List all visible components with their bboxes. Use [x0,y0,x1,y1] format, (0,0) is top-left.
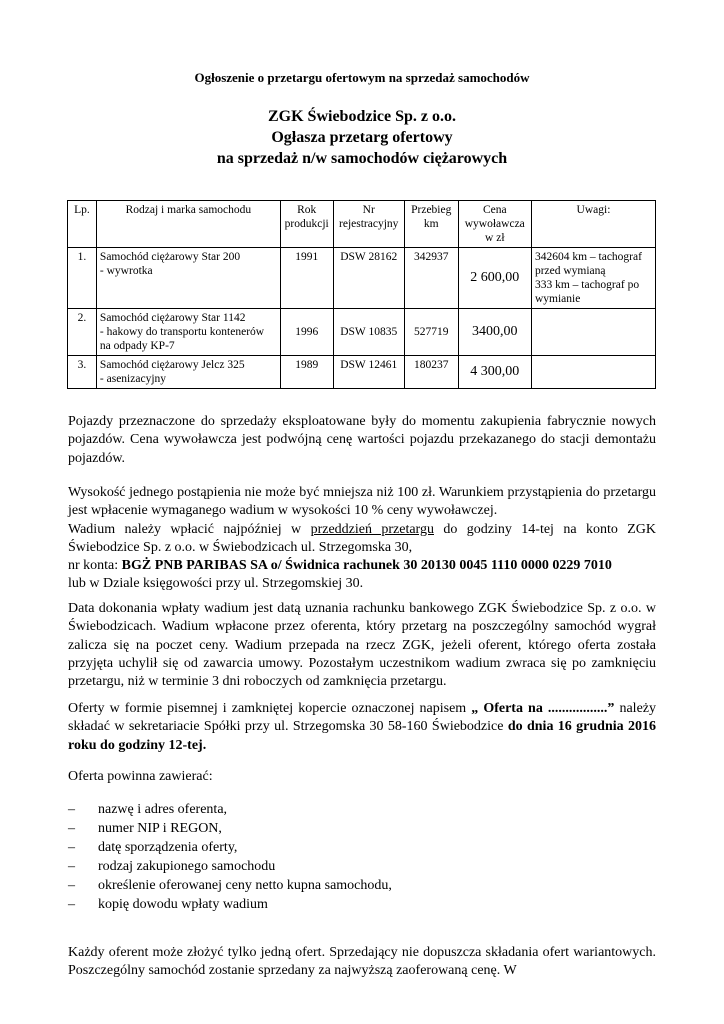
submission-deadline: do dnia 16 grudnia 2016 roku do godziny 12-tej. [68,719,657,753]
submission-text-mid: należy składać w sekretariacie Spółki przy ul. Strzegomska 30 58-160 Świebodzice [68,701,656,735]
submission-text-pre: Oferty w formie pisemnej i zamkniętej kopercie oznaczonej napisem [68,701,472,716]
list-item: – numer NIP i REGON, [68,821,222,836]
row-lp: 3. [68,356,97,389]
vehicles-table [67,200,656,389]
vehicle-kind: - hakowy do transportu kontenerów na odpady KP-7 [99,326,265,352]
list-item: – kopię dowodu wpłaty wadium [68,897,268,912]
tender-title: Ogłasza przetarg ofertowy [271,129,453,146]
table-header-row [68,201,656,248]
row-year: 1991 [280,248,333,309]
company-name-title: ZGK Świebodzice Sp. z o.o. [267,108,456,125]
row-year: 1996 [280,309,333,356]
deposit-deadline-underlined: przeddzień przetargu [310,521,434,537]
row-remarks [531,248,655,309]
offer-requirements-list [68,800,656,914]
announcement-heading: Ogłoszenie o przetargu ofertowym na sprzedaż samochodów [194,70,530,85]
row-registration: DSW 12461 [333,356,404,389]
list-item: – nazwę i adres oferenta, [68,802,228,817]
row-registration: DSW 10835 [333,309,404,356]
header-registration: Nr rejestracyjny [333,201,404,248]
table-row [68,248,656,309]
row-lp: 2. [68,309,97,356]
row-vehicle [96,248,280,309]
header-starting-price: Cena wywoławcza w zł [458,201,531,248]
row-price: 2 600,00 [458,248,531,309]
table-row [68,356,656,389]
header-lp: Lp. [68,201,97,248]
paragraph-deposit-rules: Data dokonania wpłaty wadium jest datą uznania rachunku bankowego ZGK Świebodzice Sp. z o.o. w Świebodzicach. Wadium wpłacone przez oferenta, który przetarg na poszczególny samochód wygrał zalicza się na poczet ceny. Wadium przepada na rzecz ZGK, jeżeli oferent, którego oferta została przyjęta uchylił się od zawarcia umowy. Pozostałym uczestnikom wadium zwraca się po zamknięciu przetargu, niż w terminie 3 dni roboczych od zamknięcia przetargu. [68,601,656,690]
row-price: 4 300,00 [458,356,531,389]
envelope-label: „ Oferta na .................” [471,701,615,716]
account-label: nr konta: [68,558,122,574]
row-mileage: 180237 [404,356,458,389]
row-vehicle [96,309,280,356]
deposit-deadline-post: do godziny 14-tej na konto ZGK Świebodzice Sp. z o.o. w Świebodzicach ul. Strzegomska 30, [68,521,657,555]
paragraph-deposit [68,484,656,594]
tender-subject-title: na sprzedaż n/w samochodów ciężarowych [216,150,508,167]
remark-line: 342604 km – tachograf przed wymianą [534,251,642,277]
paragraph-vehicles-info: Pojazdy przeznaczone do sprzedaży eksploatowane były do momentu zakupienia fabrycznie nowych pojazdów. Cena wywoławcza jest podwójną cenę wartości pojazdu przekazanego do stacji demontażu pojazdów. [68,414,656,466]
row-remarks [531,309,655,356]
paragraph-offer-submission [68,700,656,755]
header-production-year: Rok produkcji [280,201,333,248]
vehicle-name: Samochód ciężarowy Jelcz 325 [99,359,245,371]
deposit-conditions: Wysokość jednego postąpienia nie może być mniejsza niż 100 zł. Warunkiem przystąpienia do przetargu jest wpłacenie wymaganego wadium w wysokości 10 % ceny wywoławczej. [68,485,656,519]
header-vehicle-type: Rodzaj i marka samochodu [96,201,280,248]
header-mileage: Przebieg km [404,201,458,248]
row-year: 1989 [280,356,333,389]
row-registration: DSW 28162 [333,248,404,309]
vehicle-kind: - wywrotka [99,265,153,277]
paragraph-offer-contents: Oferta powinna zawierać: [68,769,213,784]
vehicle-name: Samochód ciężarowy Star 200 [99,251,241,263]
table-row [68,309,656,356]
row-mileage: 342937 [404,248,458,309]
header-remarks: Uwagi: [531,201,655,248]
row-mileage: 527719 [404,309,458,356]
paragraph-single-offer: Każdy oferent może złożyć tylko jedną ofert. Sprzedający nie dopuszcza składania ofert wariantowych. Poszczególny samochód zostanie sprzedany za najwyższą zaoferowaną cenę. W [68,945,656,979]
list-item: – rodzaj zakupionego samochodu [68,859,276,874]
vehicle-kind: - asenizacyjny [99,373,167,385]
row-remarks [531,356,655,389]
deposit-deadline-pre: Wadium należy wpłacić najpóźniej w [68,521,311,537]
bank-account-number: BGŻ PNB PARIBAS SA o/ Świdnica rachunek 30 20130 0045 1110 0000 0229 7010 [121,558,612,574]
row-lp: 1. [68,248,97,309]
accounting-dept-note: lub w Dziale księgowości przy ul. Strzegomskiej 30. [68,576,364,592]
list-item: – określenie oferowanej ceny netto kupna samochodu, [68,878,392,893]
row-vehicle [96,356,280,389]
list-item: – datę sporządzenia oferty, [68,840,238,855]
remark-line: 333 km – tachograf po wymianie [534,279,640,305]
vehicle-name: Samochód ciężarowy Star 1142 [99,312,246,324]
row-price: 3400,00 [458,309,531,356]
